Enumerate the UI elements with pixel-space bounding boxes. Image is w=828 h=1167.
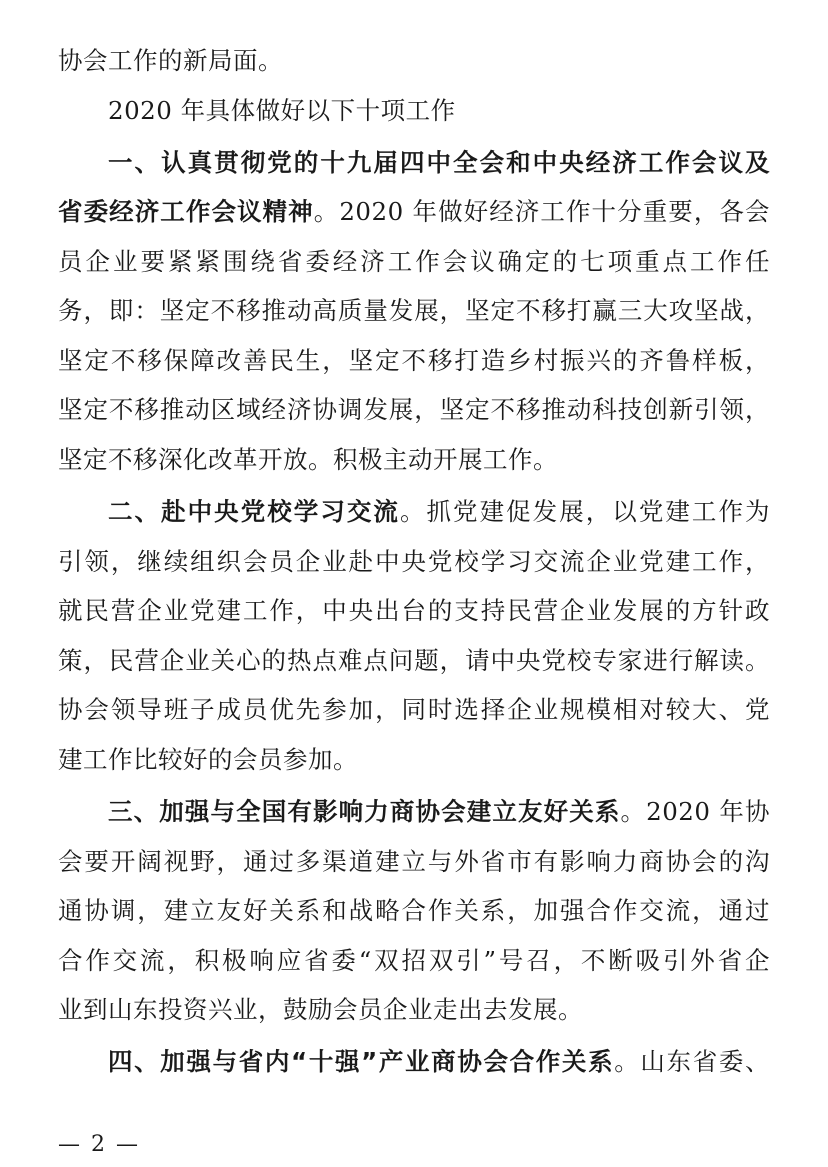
line-text: 会要开阔视野，通过多渠道建立与外省市有影响力商协会的沟 bbox=[58, 847, 770, 876]
body-line bbox=[58, 944, 770, 978]
body-line bbox=[58, 294, 770, 328]
line-text: 。山东省委、 bbox=[614, 1047, 770, 1076]
body-line bbox=[58, 44, 770, 78]
heading-line-4 bbox=[108, 1045, 770, 1079]
heading-line-3 bbox=[108, 795, 770, 829]
line-text: 。抓党建促发展，以党建工作为 bbox=[399, 497, 770, 526]
body-line bbox=[58, 393, 770, 427]
section-heading: 一、认真贯彻党的十九届四中全会和中央经济工作会议及 bbox=[108, 148, 770, 177]
heading-line-1 bbox=[108, 146, 770, 180]
line-text: 坚定不移保障改善民生，坚定不移打造乡村振兴的齐鲁样板， bbox=[58, 346, 770, 375]
line-text: 2020 年具体做好以下十项工作 bbox=[108, 96, 456, 125]
heading-line-1-cont bbox=[58, 195, 770, 229]
line-text: 引领，继续组织会员企业赴中央党校学习交流企业党建工作， bbox=[58, 547, 770, 576]
heading-line-2 bbox=[108, 495, 770, 529]
line-text: 协会工作的新局面。 bbox=[58, 46, 283, 75]
line-text: 。2020 年协 bbox=[620, 797, 770, 826]
line-text: 合作交流，积极响应省委“双招双引”号召，不断吸引外省企 bbox=[58, 946, 770, 975]
body-line bbox=[58, 545, 770, 579]
body-line bbox=[58, 993, 770, 1027]
line-text: 坚定不移深化改革开放。积极主动开展工作。 bbox=[58, 445, 558, 474]
line-text: 。2020 年做好经济工作十分重要，各会 bbox=[313, 197, 770, 226]
line-text: 员企业要紧紧围绕省委经济工作会议确定的七项重点工作任 bbox=[58, 247, 770, 276]
body-line bbox=[58, 894, 770, 928]
line-text: 务，即：坚定不移推动高质量发展，坚定不移打赢三大攻坚战， bbox=[58, 296, 770, 325]
body-line bbox=[58, 743, 770, 777]
body-line bbox=[58, 693, 770, 727]
section-heading: 三、加强与全国有影响力商协会建立友好关系 bbox=[108, 797, 621, 826]
body-line bbox=[58, 344, 770, 378]
line-text: 坚定不移推动区域经济协调发展，坚定不移推动科技创新引领， bbox=[58, 395, 770, 424]
body-line bbox=[58, 644, 770, 678]
line-text: 策，民营企业关心的热点难点问题，请中央党校专家进行解读。 bbox=[58, 646, 770, 675]
body-line bbox=[108, 94, 770, 128]
section-heading: 二、赴中央党校学习交流 bbox=[108, 497, 400, 526]
body-line bbox=[58, 443, 770, 477]
line-text: 建工作比较好的会员参加。 bbox=[58, 745, 358, 774]
line-text: 就民营企业党建工作，中央出台的支持民营企业发展的方针政 bbox=[58, 596, 770, 625]
body-line bbox=[58, 245, 770, 279]
line-text: 业到山东投资兴业，鼓励会员企业走出去发展。 bbox=[58, 995, 583, 1024]
page-number: — 2 — bbox=[58, 1132, 140, 1157]
line-text: 通协调，建立友好关系和战略合作关系，加强合作交流，通过 bbox=[58, 896, 770, 925]
body-line bbox=[58, 845, 770, 879]
section-heading: 省委经济工作会议精神 bbox=[58, 197, 314, 226]
line-text: 协会领导班子成员优先参加，同时选择企业规模相对较大、党 bbox=[58, 695, 770, 724]
section-heading: 四、加强与省内“十强”产业商协会合作关系 bbox=[108, 1047, 615, 1076]
body-line bbox=[58, 594, 770, 628]
